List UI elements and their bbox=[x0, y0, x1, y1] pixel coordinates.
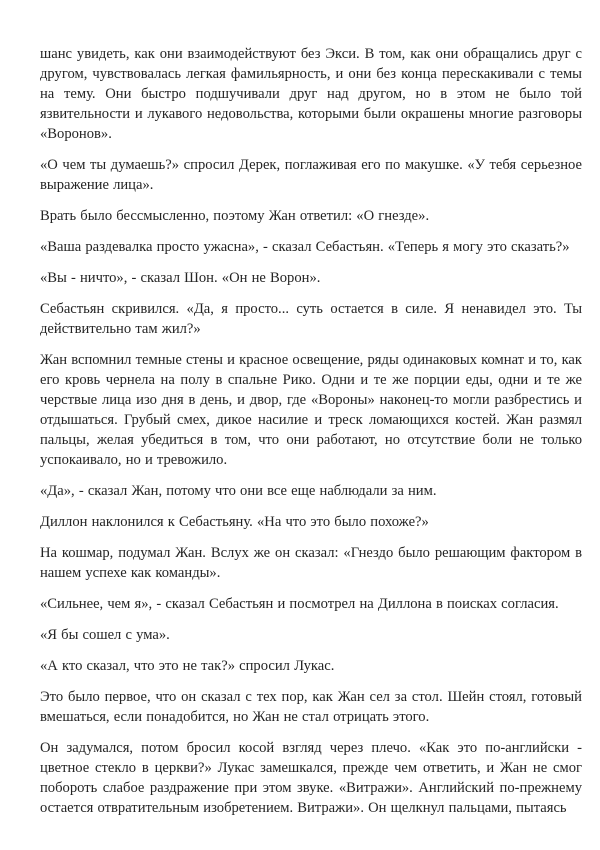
paragraph: Жан вспомнил темные стены и красное освещение, ряды одинаковых комнат и то, как его кровь чернела на полу в спальне Рико. Одни и те же порции еды, одни и те же черствые лица изо дня в день, и двор, где «Вороны» наконец-то могли разбрестись и отдышаться. Грубый смех, дикое насилие и треск ломающихся костей. Жан размял пальцы, желая убедиться в том, что они работают, но отсутствие боли не только успокаивало, но и тревожило. bbox=[40, 352, 582, 468]
paragraph: «О чем ты думаешь?» спросил Дерек, поглаживая его по макушке. «У тебя серьезное выражение лица». bbox=[40, 157, 582, 193]
paragraph: Диллон наклонился к Себастьяну. «На что это было похоже?» bbox=[40, 514, 429, 530]
paragraph: «Да», - сказал Жан, потому что они все еще наблюдали за ним. bbox=[40, 483, 437, 499]
paragraph: Он задумался, потом бросил косой взгляд через плечо. «Как это по-английски - цветное стекло в церкви?» Лукас замешкался, прежде чем ответить, и Жан не смог побороть слабое раздражение при этом звуке. «Витражи». Английский по-прежнему остается отвратительным изобретением. Витражи». Он щелкнул пальцами, пытаясь bbox=[40, 740, 582, 816]
paragraph: Себастьян скривился. «Да, я просто... суть остается в силе. Я ненавидел это. Ты действительно там жил?» bbox=[40, 301, 582, 337]
paragraph: «Вы - ничто», - сказал Шон. «Он не Ворон». bbox=[40, 270, 321, 286]
paragraph: Это было первое, что он сказал с тех пор, как Жан сел за стол. Шейн стоял, готовый вмешаться, если понадобится, но Жан не стал отрицать этого. bbox=[40, 689, 582, 725]
paragraph: «Я бы сошел с ума». bbox=[40, 627, 170, 643]
paragraph: «Ваша раздевалка просто ужасна», - сказал Себастьян. «Теперь я могу это сказать?» bbox=[40, 239, 570, 255]
paragraph: шанс увидеть, как они взаимодействуют без Экси. В том, как они обращались друг с другом, чувствовалась легкая фамильярность, и они без конца перескакивали с темы на тему. Они быстро подшучивали друг над другом, но в этом не было той язвительности и лукавого недовольства, которыми были окрашены многие разговоры «Воронов». bbox=[40, 46, 582, 142]
paragraph: «Сильнее, чем я», - сказал Себастьян и посмотрел на Диллона в поисках согласия. bbox=[40, 596, 559, 612]
paragraph: «А кто сказал, что это не так?» спросил Лукас. bbox=[40, 658, 335, 674]
page-text bbox=[40, 44, 582, 818]
paragraph: На кошмар, подумал Жан. Вслух же он сказал: «Гнездо было решающим фактором в нашем успехе как команды». bbox=[40, 545, 582, 581]
paragraph: Врать было бессмысленно, поэтому Жан ответил: «О гнезде». bbox=[40, 208, 430, 224]
